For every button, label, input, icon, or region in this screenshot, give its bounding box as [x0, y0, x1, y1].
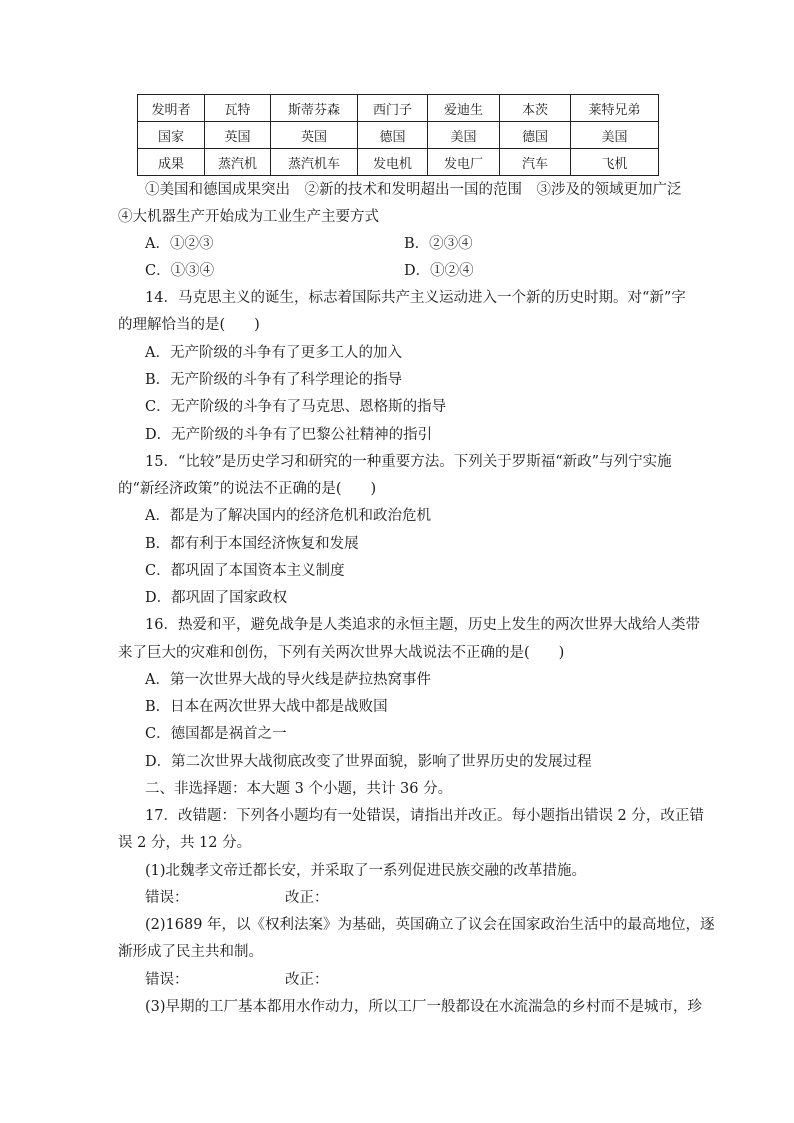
q16-option-a: A．第一次世界大战的导火线是萨拉热窝事件: [145, 672, 431, 688]
q17-stem-line2: 误 2 分，共 12 分。: [118, 835, 252, 851]
table-cell: 蒸汽机车: [271, 149, 358, 176]
q14-option-d: D．无产阶级的斗争有了巴黎公社精神的指引: [145, 427, 433, 443]
table-cell: 飞机: [571, 149, 659, 176]
table-cell: 斯蒂芬森: [271, 95, 358, 122]
q17-item2-line1: (2)1689 年，以《权利法案》为基础，英国确立了议会在国家政治生活中的最高地位，逐: [145, 917, 715, 933]
table-cell: 英国: [205, 122, 271, 149]
q14-stem-line2: 的理解恰当的是( ): [118, 317, 260, 333]
q13-option-b: B．②③④: [404, 236, 473, 252]
q14-option-c: C．无产阶级的斗争有了马克思、恩格斯的指导: [145, 399, 447, 415]
q17-item1-error-label: 错误：: [145, 890, 189, 906]
table-cell: 美国: [571, 122, 659, 149]
table-cell: 莱特兄弟: [571, 95, 659, 122]
inventors-table: [137, 94, 659, 176]
q15-option-b: B．都有利于本国经济恢复和发展: [145, 536, 359, 552]
table-cell: 爱迪生: [428, 95, 500, 122]
q16-option-c: C．德国都是祸首之一: [145, 726, 287, 742]
q13-option-d: D．①②④: [404, 263, 474, 279]
q17-stem-line1: 17．改错题：下列各小题均有一处错误，请指出并改正。每小题指出错误 2 分，改正错: [145, 808, 704, 824]
table-cell: 英国: [271, 122, 358, 149]
q15-stem-line2: 的“新经济政策”的说法不正确的是( ): [118, 481, 377, 497]
q16-option-d: D．第二次世界大战彻底改变了世界面貌，影响了世界历史的发展过程: [145, 754, 592, 770]
q16-stem-line2: 来了巨大的灾难和创伤，下列有关两次世界大战说法不正确的是( ): [118, 645, 565, 661]
section2-heading: 二、非选择题：本大题 3 个小题，共计 36 分。: [145, 781, 453, 797]
q14-option-a: A．无产阶级的斗争有了更多工人的加入: [145, 345, 402, 361]
q17-item1-fix-label: 改正：: [285, 890, 329, 906]
q15-option-a: A．都是为了解决国内的经济危机和政治危机: [145, 508, 431, 524]
table-row: [138, 95, 659, 122]
q16-stem-line1: 16．热爱和平，避免战争是人类追求的永恒主题，历史上发生的两次世界大战给人类带: [145, 617, 700, 633]
q14-stem-line1: 14．马克思主义的诞生，标志着国际共产主义运动进入一个新的历史时期。对“新”字: [145, 290, 686, 306]
table-cell: 发电厂: [428, 149, 500, 176]
table-cell: 成果: [138, 149, 205, 176]
table-cell: 发明者: [138, 95, 205, 122]
q13-option-a: A．①②③: [145, 236, 214, 252]
q17-item3-line1: (3)早期的工厂基本都用水作动力，所以工厂一般都设在水流湍急的乡村而不是城市，珍: [145, 999, 703, 1015]
table-cell: 瓦特: [205, 95, 271, 122]
table-cell: 西门子: [358, 95, 428, 122]
table-cell: 国家: [138, 122, 205, 149]
table-cell: 德国: [500, 122, 571, 149]
q17-item2-error-label: 错误：: [145, 972, 189, 988]
q13-statements-line2: ④大机器生产开始成为工业生产主要方式: [118, 209, 379, 225]
table-cell: 蒸汽机: [205, 149, 271, 176]
q15-option-d: D．都巩固了国家政权: [145, 590, 288, 606]
q15-option-c: C．都巩固了本国资本主义制度: [145, 563, 345, 579]
q13-option-c: C．①③④: [145, 263, 215, 279]
q14-option-b: B．无产阶级的斗争有了科学理论的指导: [145, 372, 403, 388]
q13-statements-line1: ①美国和德国成果突出 ②新的技术和发明超出一国的范围 ③涉及的领域更加广泛: [145, 182, 682, 198]
table-cell: 德国: [358, 122, 428, 149]
table-cell: 本茨: [500, 95, 571, 122]
table-cell: 发电机: [358, 149, 428, 176]
q17-item2-fix-label: 改正：: [285, 972, 329, 988]
table-row: [138, 149, 659, 176]
q17-item2-line2: 渐形成了民主共和制。: [118, 944, 263, 960]
q15-stem-line1: 15．“比较”是历史学习和研究的一种重要方法。下列关于罗斯福“新政”与列宁实施: [145, 454, 672, 470]
q16-option-b: B．日本在两次世界大战中都是战败国: [145, 699, 388, 715]
table-cell: 美国: [428, 122, 500, 149]
q17-item1: (1)北魏孝文帝迁都长安，并采取了一系列促进民族交融的改革措施。: [145, 863, 587, 879]
table-row: [138, 122, 659, 149]
table-cell: 汽车: [500, 149, 571, 176]
